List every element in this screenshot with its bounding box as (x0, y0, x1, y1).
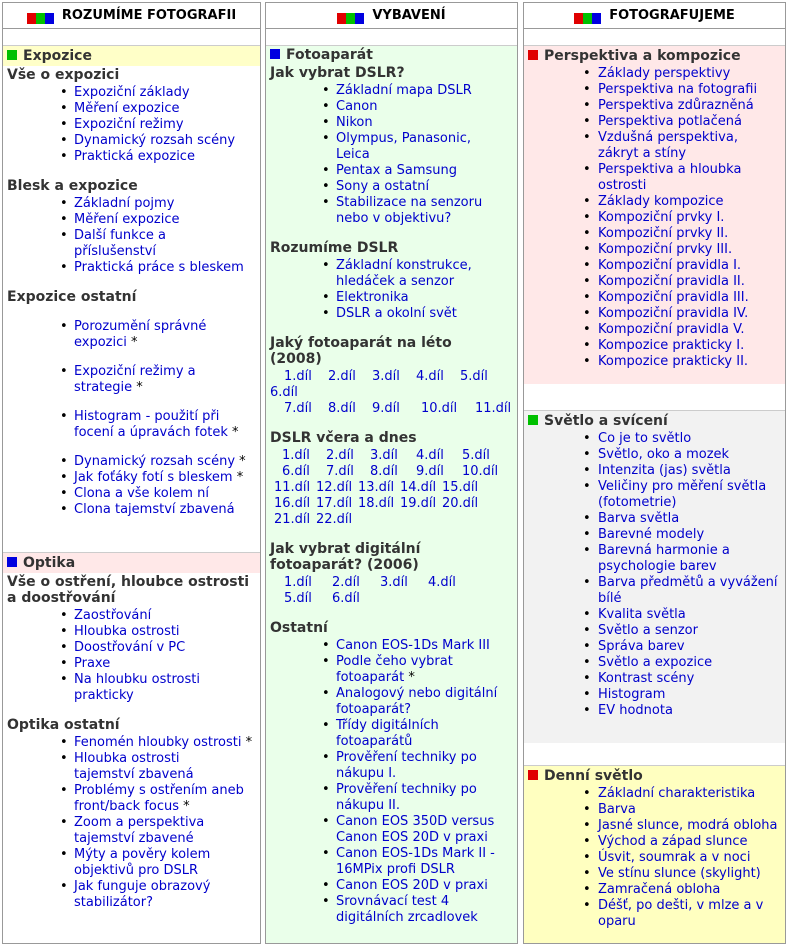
article-link[interactable]: Kompoziční pravidla IV. (598, 306, 749, 321)
list-item (524, 786, 783, 802)
article-link[interactable]: Kompoziční pravidla II. (598, 274, 745, 289)
section-fotoaparat (266, 45, 517, 944)
article-link[interactable]: Analogový nebo digitální fotoaparát? (336, 686, 498, 717)
list-item (3, 319, 258, 351)
list-item (524, 850, 783, 866)
part-link[interactable]: 18.díl (358, 496, 395, 511)
list-item (524, 98, 783, 114)
green-square-icon (7, 50, 17, 60)
list-item (524, 802, 783, 818)
article-link[interactable]: Základy kompozice (598, 194, 724, 209)
list-item (266, 163, 515, 179)
list-item (524, 306, 783, 322)
article-link[interactable]: Měření expozice (74, 101, 180, 116)
list-item (3, 196, 258, 212)
part-link[interactable]: 10.díl (462, 464, 499, 479)
article-link[interactable]: Jak foťáky fotí s bleskem (74, 470, 233, 485)
part-link[interactable]: 12.díl (316, 480, 353, 495)
list-item (266, 306, 515, 322)
article-link[interactable]: Canon EOS 20D v praxi (336, 878, 488, 893)
list-item (524, 511, 783, 527)
column-header (266, 3, 517, 29)
section-optika (3, 552, 260, 911)
list-item (524, 463, 783, 479)
article-link[interactable]: Světlo a senzor (598, 623, 698, 638)
article-link[interactable]: Podle čeho vybrat fotoaparát (336, 654, 453, 685)
list-item (3, 735, 258, 751)
list-item (3, 640, 258, 656)
section-header (524, 411, 785, 431)
column-fotografujeme (523, 2, 786, 944)
part-link[interactable]: 9.díl (416, 464, 444, 479)
blue-square-icon (270, 49, 280, 59)
list-item (3, 672, 258, 704)
part-link[interactable]: 3.díl (372, 369, 400, 384)
part-link[interactable]: 13.díl (358, 480, 395, 495)
list-item (524, 130, 783, 162)
column-rozumime-fotografii (2, 2, 261, 944)
part-link[interactable]: 6.díl (282, 464, 310, 479)
article-link[interactable]: Pentax a Samsung (336, 163, 457, 178)
group-title: Optika ostatní (7, 717, 120, 733)
article-link[interactable]: Problémy s ostřením aneb front/back focus (74, 783, 244, 814)
list-item (3, 149, 258, 165)
star-mark: * (245, 735, 253, 750)
star-mark: * (131, 335, 138, 350)
list-item (266, 638, 515, 654)
list-item (266, 258, 515, 290)
part-link[interactable]: 10.díl (421, 401, 458, 416)
part-link[interactable]: 1.díl (282, 448, 310, 463)
red-square-icon (528, 50, 538, 60)
list-item (3, 117, 258, 133)
article-link[interactable]: Co je to světlo (598, 431, 692, 446)
article-link[interactable]: Světlo a expozice (598, 655, 713, 670)
red-square-icon (528, 770, 538, 780)
article-link[interactable]: Zaostřování (74, 608, 152, 623)
list-item (524, 114, 783, 130)
list-item (524, 290, 783, 306)
star-mark: * (236, 470, 244, 485)
article-link[interactable]: Jasné slunce, modrá obloha (598, 818, 778, 833)
article-link[interactable]: Zamračená obloha (598, 882, 721, 897)
rgb-logo-icon (574, 8, 601, 19)
list-item (266, 115, 515, 131)
list-item (266, 99, 515, 115)
article-link[interactable]: Kompoziční prvky II. (598, 226, 729, 241)
article-link[interactable]: Canon EOS-1Ds Mark II - 16MPix profi DSLR (336, 846, 495, 877)
list-item (266, 814, 515, 846)
section-title: Expozice (23, 48, 92, 64)
column-header (524, 3, 785, 29)
part-link[interactable]: 20.díl (442, 496, 479, 511)
star-mark: * (183, 799, 190, 814)
group-title: Jaký fotoaparát na léto (2008) (270, 335, 452, 367)
list-item (3, 815, 258, 847)
list-item (266, 290, 515, 306)
part-link[interactable]: 14.díl (400, 480, 437, 495)
list-item (266, 782, 515, 814)
article-link[interactable]: Východ a západ slunce (598, 834, 748, 849)
article-link[interactable]: Základní pojmy (74, 196, 175, 211)
list-item (524, 274, 783, 290)
article-link[interactable]: Olympus, Panasonic, Leica (336, 131, 472, 162)
part-link[interactable]: 5.díl (284, 591, 312, 606)
article-link[interactable]: Canon (336, 99, 378, 114)
green-square-icon (528, 415, 538, 425)
article-link[interactable]: Kompozice prakticky II. (598, 354, 749, 369)
part-link[interactable]: 4.díl (416, 448, 444, 463)
section-title: Fotoaparát (286, 47, 373, 63)
article-link[interactable]: Prověření techniky po nákupu II. (336, 782, 477, 813)
article-link[interactable]: Déšť, po dešti, v mlze a v oparu (598, 898, 764, 929)
list-item (524, 242, 783, 258)
article-link[interactable]: Porozumění správné expozici (74, 319, 207, 350)
list-item (266, 654, 515, 686)
section-title: Perspektiva a kompozice (544, 48, 741, 64)
list-item (524, 479, 783, 511)
column-title: FOTOGRAFUJEME (609, 8, 735, 23)
list-item (3, 656, 258, 672)
article-link[interactable]: Canon EOS-1Ds Mark III (336, 638, 490, 653)
list-item (524, 527, 783, 543)
article-link[interactable]: Vzdušná perspektiva, zákryt a stíny (598, 130, 738, 161)
article-link[interactable]: Barva předmětů a vyvážení bílé (598, 575, 778, 606)
list-item (3, 409, 258, 441)
group-title: Ostatní (270, 620, 328, 636)
article-link[interactable]: Dynamický rozsah scény (74, 133, 236, 148)
article-link[interactable]: Expoziční režimy a strategie (74, 364, 196, 395)
link-list (3, 85, 260, 165)
group-title: Blesk a expozice (7, 178, 138, 194)
list-item (3, 212, 258, 228)
list-item (266, 83, 515, 99)
article-link[interactable]: Kompoziční prvky III. (598, 242, 733, 257)
section-svetlo (524, 410, 785, 743)
list-item (524, 194, 783, 210)
list-item (3, 260, 258, 276)
article-link[interactable]: Dynamický rozsah scény (74, 454, 236, 469)
list-item (524, 82, 783, 98)
part-link[interactable]: 16.díl (274, 496, 311, 511)
article-link[interactable]: Veličiny pro měření světla (fotometrie) (598, 479, 767, 510)
section-header (3, 553, 260, 573)
article-link[interactable]: Praktická práce s bleskem (74, 260, 244, 275)
article-link[interactable]: Kontrast scény (598, 671, 695, 686)
list-item (3, 486, 258, 502)
list-item (524, 210, 783, 226)
list-item (524, 898, 783, 930)
part-link[interactable]: 7.díl (326, 464, 354, 479)
list-item (266, 846, 515, 878)
part-link[interactable]: 1.díl (284, 369, 312, 384)
part-link[interactable]: 8.díl (328, 401, 356, 416)
list-item (3, 751, 258, 783)
part-link[interactable]: 17.díl (316, 496, 353, 511)
part-link[interactable]: 6.díl (332, 591, 360, 606)
list-item (524, 655, 783, 671)
article-link[interactable]: Stabilizace na senzoru nebo v objektivu? (336, 195, 483, 226)
list-item (524, 866, 783, 882)
article-link[interactable]: Úsvit, soumrak a v noci (598, 850, 751, 865)
column-title: VYBAVENÍ (372, 8, 446, 23)
article-link[interactable]: Histogram (598, 687, 666, 702)
link-list (266, 638, 517, 926)
part-link[interactable]: 21.díl (274, 512, 311, 527)
list-item (524, 162, 783, 194)
spacer (3, 351, 258, 364)
link-list (3, 319, 260, 518)
group-title: Jak vybrat DSLR? (270, 65, 405, 81)
list-item (524, 882, 783, 898)
list-item (266, 750, 515, 782)
list-item (524, 226, 783, 242)
section-header (524, 46, 785, 66)
article-link[interactable]: Perspektiva potlačená (598, 114, 743, 129)
link-list (524, 786, 785, 930)
list-item (524, 354, 783, 370)
link-list (3, 196, 260, 276)
article-link[interactable]: Praktická expozice (74, 149, 195, 164)
list-item (524, 703, 783, 719)
list-item (524, 543, 783, 575)
section-header (266, 46, 517, 64)
link-list (524, 66, 785, 370)
part-link[interactable]: 22.díl (316, 512, 353, 527)
list-item (3, 228, 258, 260)
article-link[interactable]: Kompoziční pravidla I. (598, 258, 742, 273)
article-link[interactable]: Kompoziční prvky I. (598, 210, 725, 225)
article-link[interactable]: Nikon (336, 115, 373, 130)
list-item (3, 454, 258, 470)
article-link[interactable]: Kompoziční pravidla III. (598, 290, 749, 305)
article-link[interactable]: Kompoziční pravidla V. (598, 322, 745, 337)
part-link[interactable]: 11.díl (475, 401, 512, 416)
part-link[interactable]: 4.díl (416, 369, 444, 384)
article-link[interactable]: Prověření techniky po nákupu I. (336, 750, 477, 781)
article-link[interactable]: Světlo, oko a mozek (598, 447, 730, 462)
part-link[interactable]: 19.díl (400, 496, 437, 511)
section-perspektiva (524, 45, 785, 384)
article-link[interactable]: Barva světla (598, 511, 680, 526)
list-item (524, 575, 783, 607)
article-link[interactable]: Ve stínu slunce (skylight) (598, 866, 761, 881)
article-link[interactable]: Barevné modely (598, 527, 705, 542)
article-link[interactable]: Základní mapa DSLR (336, 83, 472, 98)
section-denni-svetlo (524, 765, 785, 944)
list-item (524, 687, 783, 703)
link-list (266, 258, 517, 322)
part-links (266, 575, 517, 607)
list-item (524, 447, 783, 463)
article-link[interactable]: Na hloubku ostrosti prakticky (74, 672, 200, 703)
list-item (524, 258, 783, 274)
group-title: Vše o ostření, hloubce ostrosti a doostřování (7, 574, 250, 606)
article-link[interactable]: Elektronika (336, 290, 409, 305)
article-link[interactable]: Hloubka ostrosti (74, 624, 180, 639)
list-item (266, 686, 515, 718)
article-link[interactable]: Základy perspektivy (598, 66, 731, 81)
spacer (3, 441, 258, 454)
star-mark: * (136, 380, 143, 395)
article-link[interactable]: Základní charakteristika (598, 786, 756, 801)
list-item (524, 623, 783, 639)
article-link[interactable]: EV hodnota (598, 703, 673, 718)
link-list (524, 431, 785, 719)
article-link[interactable]: Hloubka ostrosti tajemství zbavená (74, 751, 194, 782)
link-list (3, 608, 260, 704)
article-link[interactable]: Expoziční základy (74, 85, 190, 100)
column-header (3, 3, 260, 29)
list-item (266, 718, 515, 750)
part-link[interactable]: 4.díl (428, 575, 456, 590)
part-link[interactable]: 6.díl (270, 385, 298, 400)
article-link[interactable]: Canon EOS 350D versus Canon EOS 20D v praxi (336, 814, 495, 845)
group-title: Jak vybrat digitální fotoaparát? (2006) (270, 541, 421, 573)
article-link[interactable]: Clona tajemství zbavená (74, 502, 235, 517)
list-item (524, 671, 783, 687)
star-mark: * (239, 454, 246, 469)
article-link[interactable]: Zoom a perspektiva tajemství zbavené (74, 815, 205, 846)
part-link[interactable]: 3.díl (370, 448, 398, 463)
article-link[interactable]: Srovnávací test 4 digitálních zrcadlovek (336, 894, 478, 925)
part-links (266, 448, 517, 528)
article-link[interactable]: Kvalita světla (598, 607, 686, 622)
list-item (3, 133, 258, 149)
column-title: ROZUMÍME FOTOGRAFII (61, 8, 237, 23)
list-item (266, 894, 515, 926)
spacer (3, 396, 258, 409)
article-link[interactable]: Praxe (74, 656, 111, 671)
list-item (266, 131, 515, 163)
article-link[interactable]: Měření expozice (74, 212, 180, 227)
list-item (266, 195, 515, 227)
article-link[interactable]: DSLR a okolní svět (336, 306, 457, 321)
list-item (3, 470, 258, 486)
list-item (3, 364, 258, 396)
list-item (524, 639, 783, 655)
list-item (266, 179, 515, 195)
list-item (524, 834, 783, 850)
list-item (524, 66, 783, 82)
list-item (3, 101, 258, 117)
list-item (3, 847, 258, 879)
star-mark: * (408, 670, 415, 685)
list-item (524, 607, 783, 623)
column-vybaveni (265, 2, 518, 944)
article-link[interactable]: Clona a vše kolem ní (74, 486, 209, 501)
article-link[interactable]: Základní konstrukce, hledáček a senzor (336, 258, 472, 289)
article-link[interactable]: Doostřování v PC (74, 640, 186, 655)
part-link[interactable]: 3.díl (380, 575, 408, 590)
section-title: Světlo a svícení (544, 413, 668, 429)
article-link[interactable]: Mýty a pověry kolem objektivů pro DSLR (74, 847, 211, 878)
part-link[interactable]: 5.díl (460, 369, 488, 384)
part-link[interactable]: 11.díl (274, 480, 311, 495)
group-title: DSLR včera a dnes (270, 430, 417, 446)
article-link[interactable]: Další funkce a příslušenství (74, 228, 166, 259)
article-link[interactable]: Barevná harmonie a psychologie barev (598, 543, 730, 574)
part-link[interactable]: 5.díl (462, 448, 490, 463)
part-link[interactable]: 2.díl (332, 575, 360, 590)
list-item (3, 85, 258, 101)
part-link[interactable]: 2.díl (326, 448, 354, 463)
part-links (266, 369, 517, 417)
article-link[interactable]: Jak funguje obrazový stabilizátor? (74, 879, 211, 910)
article-link[interactable]: Třídy digitálních fotoaparátů (336, 718, 439, 749)
star-mark: * (232, 425, 239, 440)
section-header (3, 46, 260, 66)
section-expozice (3, 45, 260, 536)
blue-square-icon (7, 557, 17, 567)
article-link[interactable]: Perspektiva a hloubka ostrosti (598, 162, 742, 193)
group-title: Vše o expozici (7, 67, 120, 83)
link-list (3, 735, 260, 911)
list-item (3, 879, 258, 911)
list-item (3, 608, 258, 624)
article-link[interactable]: Kompozice prakticky I. (598, 338, 745, 353)
group-title: Expozice ostatní (7, 289, 137, 305)
article-link[interactable]: Histogram - použití při focení a úpravách fotek (74, 409, 228, 440)
part-link[interactable]: 15.díl (442, 480, 479, 495)
list-item (524, 322, 783, 338)
article-link[interactable]: Intenzita (jas) světla (598, 463, 731, 478)
list-item (3, 624, 258, 640)
article-link[interactable]: Expoziční režimy (74, 117, 184, 132)
rgb-logo-icon (337, 8, 364, 19)
section-title: Denní světlo (544, 768, 643, 784)
list-item (3, 502, 258, 518)
article-link[interactable]: Barva (598, 802, 636, 817)
rgb-logo-icon (27, 8, 54, 19)
article-link[interactable]: Sony a ostatní (336, 179, 430, 194)
part-link[interactable]: 8.díl (370, 464, 398, 479)
article-link[interactable]: Fenomén hloubky ostrosti (74, 735, 242, 750)
article-link[interactable]: Perspektiva na fotografii (598, 82, 758, 97)
part-link[interactable]: 7.díl (284, 401, 312, 416)
list-item (524, 431, 783, 447)
part-link[interactable]: 9.díl (372, 401, 400, 416)
section-header (524, 766, 785, 786)
section-title: Optika (23, 555, 76, 571)
list-item (524, 818, 783, 834)
part-link[interactable]: 2.díl (328, 369, 356, 384)
list-item (3, 783, 258, 815)
list-item (266, 878, 515, 894)
link-list (266, 83, 517, 227)
article-link[interactable]: Perspektiva zdůrazněná (598, 98, 754, 113)
part-link[interactable]: 1.díl (284, 575, 312, 590)
list-item (524, 338, 783, 354)
article-link[interactable]: Správa barev (598, 639, 685, 654)
group-title: Rozumíme DSLR (270, 240, 399, 256)
